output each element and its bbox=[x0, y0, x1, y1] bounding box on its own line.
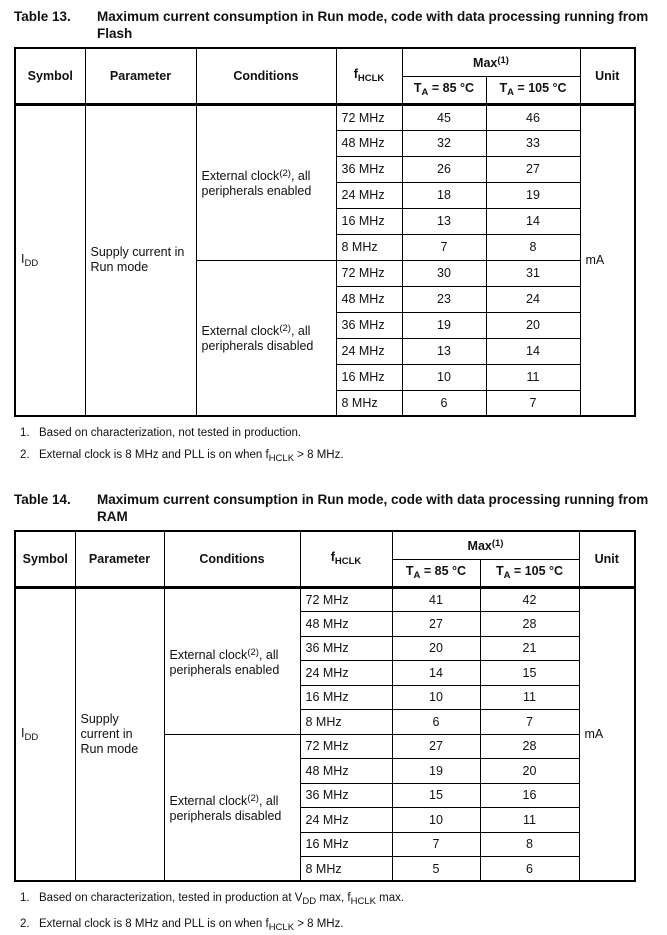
footnote bbox=[20, 891, 651, 909]
max-85-cell: 30 bbox=[402, 260, 486, 286]
table-13-title bbox=[14, 8, 651, 42]
table-title-text: Maximum current consumption in Run mode, code with data processing running from Flash bbox=[97, 9, 649, 41]
fhclk-cell: 72 MHz bbox=[336, 260, 402, 286]
fhclk-cell: 8 MHz bbox=[336, 234, 402, 260]
conditions-cell: External clock$^{(2)}$, all peripherals enabled bbox=[196, 104, 336, 260]
table-14-title bbox=[14, 491, 651, 525]
max-105-cell: 15 bbox=[480, 661, 579, 686]
max-105-cell: 42 bbox=[480, 587, 579, 612]
table-row bbox=[15, 104, 635, 130]
table-13-block bbox=[14, 8, 651, 466]
table-label: Table 14. bbox=[14, 492, 71, 507]
fhclk-cell: 24 MHz bbox=[336, 338, 402, 364]
max-85-cell: 10 bbox=[392, 808, 480, 833]
max-85-cell: 5 bbox=[392, 857, 480, 882]
footnote-number: 1. bbox=[20, 427, 30, 439]
fhclk-cell: 72 MHz bbox=[336, 104, 402, 130]
header-row bbox=[15, 531, 635, 559]
fhclk-cell: 8 MHz bbox=[300, 710, 392, 735]
symbol-cell: $I_{DD}$ bbox=[15, 587, 75, 881]
fhclk-cell: 8 MHz bbox=[300, 857, 392, 882]
max-85-cell: 27 bbox=[392, 734, 480, 759]
conditions-cell: External clock$^{(2)}$, all peripherals disabled bbox=[164, 734, 300, 881]
col-header-ta-105: $T_A = 105$ °C bbox=[480, 559, 579, 587]
max-85-cell: 18 bbox=[402, 182, 486, 208]
fhclk-cell: 36 MHz bbox=[300, 783, 392, 808]
fhclk-cell: 48 MHz bbox=[336, 286, 402, 312]
header-row bbox=[15, 48, 635, 76]
footnote-text: Based on characterization, not tested in production. bbox=[39, 427, 302, 439]
max-105-cell: 11 bbox=[480, 685, 579, 710]
max-105-cell: 6 bbox=[480, 857, 579, 882]
table-13-footnotes bbox=[20, 426, 651, 466]
fhclk-cell: 72 MHz bbox=[300, 734, 392, 759]
footnote-text: External clock is 8 MHz and PLL is on when $f_{HCLK} > 8$ MHz. bbox=[39, 449, 344, 464]
max-85-cell: 13 bbox=[402, 208, 486, 234]
fhclk-cell: 16 MHz bbox=[300, 685, 392, 710]
fhclk-cell: 48 MHz bbox=[336, 130, 402, 156]
max-85-cell: 20 bbox=[392, 636, 480, 661]
max-105-cell: 33 bbox=[486, 130, 580, 156]
unit-cell: mA bbox=[580, 104, 635, 416]
max-105-cell: 46 bbox=[486, 104, 580, 130]
max-105-cell: 31 bbox=[486, 260, 580, 286]
conditions-cell: External clock$^{(2)}$, all peripherals enabled bbox=[164, 587, 300, 734]
max-85-cell: 15 bbox=[392, 783, 480, 808]
footnote-number: 2. bbox=[20, 449, 30, 461]
table-row bbox=[15, 587, 635, 612]
footnote bbox=[20, 448, 651, 466]
max-105-cell: 11 bbox=[480, 808, 579, 833]
max-85-cell: 45 bbox=[402, 104, 486, 130]
max-85-cell: 27 bbox=[392, 612, 480, 637]
max-85-cell: 7 bbox=[402, 234, 486, 260]
fhclk-cell: 48 MHz bbox=[300, 759, 392, 784]
max-105-cell: 28 bbox=[480, 612, 579, 637]
table-13 bbox=[14, 47, 636, 417]
fhclk-cell: 36 MHz bbox=[336, 312, 402, 338]
table-14-footnotes bbox=[20, 891, 651, 935]
fhclk-cell: 24 MHz bbox=[336, 182, 402, 208]
max-85-cell: 19 bbox=[402, 312, 486, 338]
max-105-cell: 7 bbox=[480, 710, 579, 735]
footnote-number: 2. bbox=[20, 918, 30, 930]
max-105-cell: 20 bbox=[486, 312, 580, 338]
max-85-cell: 41 bbox=[392, 587, 480, 612]
footnote bbox=[20, 426, 651, 440]
table-14 bbox=[14, 530, 636, 882]
fhclk-cell: 72 MHz bbox=[300, 587, 392, 612]
col-header-fhclk: $f_{HCLK}$ bbox=[300, 531, 392, 587]
col-header-unit: Unit bbox=[579, 531, 635, 587]
max-85-cell: 14 bbox=[392, 661, 480, 686]
max-85-cell: 7 bbox=[392, 832, 480, 857]
col-header-conditions: Conditions bbox=[164, 531, 300, 587]
table-label: Table 13. bbox=[14, 9, 71, 24]
max-105-cell: 7 bbox=[486, 390, 580, 416]
table-title-text: Maximum current consumption in Run mode, code with data processing running from RAM bbox=[97, 492, 649, 524]
max-85-cell: 10 bbox=[392, 685, 480, 710]
max-105-cell: 21 bbox=[480, 636, 579, 661]
parameter-cell: Supply current in Run mode bbox=[75, 587, 164, 881]
footnote-text: External clock is 8 MHz and PLL is on when $f_{HCLK} > 8$ MHz. bbox=[39, 918, 344, 933]
max-85-cell: 23 bbox=[402, 286, 486, 312]
fhclk-cell: 36 MHz bbox=[336, 156, 402, 182]
symbol-cell: $I_{DD}$ bbox=[15, 104, 85, 416]
max-85-cell: 6 bbox=[402, 390, 486, 416]
col-header-ta-105: $T_A = 105$ °C bbox=[486, 76, 580, 104]
col-header-conditions: Conditions bbox=[196, 48, 336, 104]
unit-cell: mA bbox=[579, 587, 635, 881]
col-header-fhclk: $f_{HCLK}$ bbox=[336, 48, 402, 104]
spacer bbox=[14, 474, 651, 491]
col-header-max: Max$^{(1)}$ bbox=[392, 531, 579, 559]
parameter-cell: Supply current in Run mode bbox=[85, 104, 196, 416]
col-header-parameter: Parameter bbox=[85, 48, 196, 104]
col-header-symbol: Symbol bbox=[15, 531, 75, 587]
col-header-ta-85: $T_A = 85$ °C bbox=[402, 76, 486, 104]
max-105-cell: 16 bbox=[480, 783, 579, 808]
col-header-symbol: Symbol bbox=[15, 48, 85, 104]
table-14-block bbox=[14, 491, 651, 935]
fhclk-cell: 16 MHz bbox=[300, 832, 392, 857]
max-105-cell: 14 bbox=[486, 208, 580, 234]
max-85-cell: 10 bbox=[402, 364, 486, 390]
fhclk-cell: 8 MHz bbox=[336, 390, 402, 416]
fhclk-cell: 16 MHz bbox=[336, 364, 402, 390]
col-header-max: Max$^{(1)}$ bbox=[402, 48, 580, 76]
max-105-cell: 20 bbox=[480, 759, 579, 784]
max-105-cell: 8 bbox=[480, 832, 579, 857]
fhclk-cell: 24 MHz bbox=[300, 808, 392, 833]
max-85-cell: 19 bbox=[392, 759, 480, 784]
fhclk-cell: 16 MHz bbox=[336, 208, 402, 234]
max-85-cell: 13 bbox=[402, 338, 486, 364]
max-105-cell: 24 bbox=[486, 286, 580, 312]
max-85-cell: 6 bbox=[392, 710, 480, 735]
col-header-parameter: Parameter bbox=[75, 531, 164, 587]
max-105-cell: 11 bbox=[486, 364, 580, 390]
max-105-cell: 14 bbox=[486, 338, 580, 364]
max-105-cell: 19 bbox=[486, 182, 580, 208]
conditions-cell: External clock$^{(2)}$, all peripherals disabled bbox=[196, 260, 336, 416]
fhclk-cell: 36 MHz bbox=[300, 636, 392, 661]
max-105-cell: 27 bbox=[486, 156, 580, 182]
fhclk-cell: 48 MHz bbox=[300, 612, 392, 637]
footnote bbox=[20, 917, 651, 935]
max-85-cell: 26 bbox=[402, 156, 486, 182]
col-header-ta-85: $T_A = 85$ °C bbox=[392, 559, 480, 587]
fhclk-cell: 24 MHz bbox=[300, 661, 392, 686]
footnote-text: Based on characterization, tested in production at $V_{DD}$ max, $f_{HCLK}$ max. bbox=[39, 892, 405, 907]
max-105-cell: 28 bbox=[480, 734, 579, 759]
col-header-unit: Unit bbox=[580, 48, 635, 104]
footnote-number: 1. bbox=[20, 892, 30, 904]
max-105-cell: 8 bbox=[486, 234, 580, 260]
max-85-cell: 32 bbox=[402, 130, 486, 156]
